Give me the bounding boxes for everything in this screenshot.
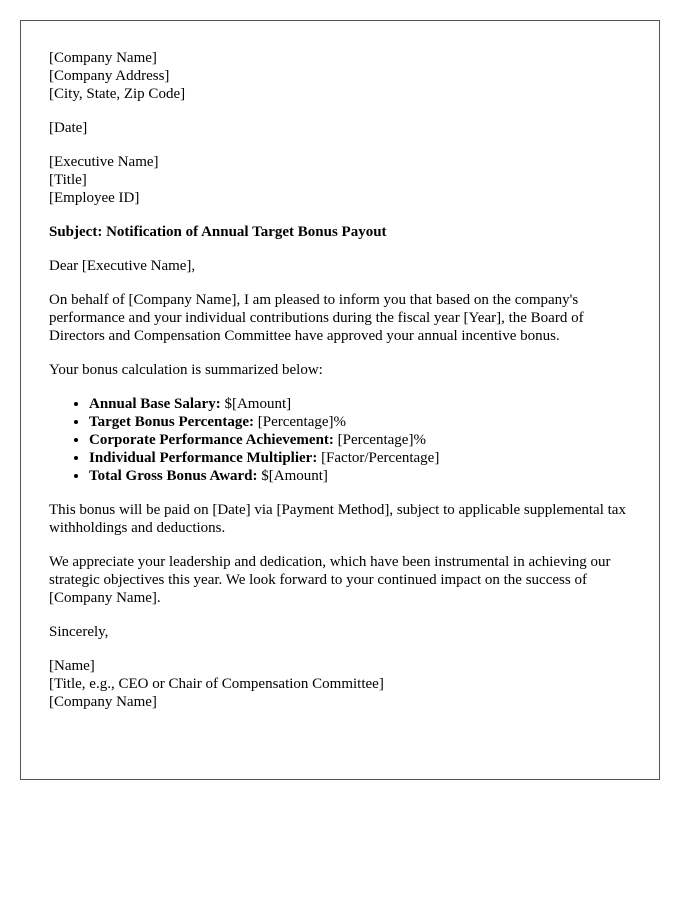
recipient-name: [Executive Name] <box>49 154 159 170</box>
recipient-address <box>49 153 631 207</box>
bonus-summary-list <box>49 395 631 485</box>
sender-company-name: [Company Name] <box>49 50 157 66</box>
bonus-item-term: Annual Base Salary: <box>89 396 221 412</box>
sender-company-address: [Company Address] <box>49 68 170 84</box>
bonus-item-value: $[Amount] <box>257 468 328 484</box>
list-item <box>89 449 631 467</box>
letter-date <box>49 119 631 137</box>
body-paragraph-2: Your bonus calculation is summarized below: <box>49 362 323 378</box>
sender-city-state-zip: [City, State, Zip Code] <box>49 86 186 102</box>
bonus-item-value: [Percentage]% <box>253 414 347 430</box>
list-item <box>89 467 631 485</box>
body-paragraph-3: This bonus will be paid on [Date] via [Payment Method], subject to applicable supplemental tax withholdings and deductions. <box>49 502 626 536</box>
list-item <box>89 413 631 431</box>
list-item <box>89 431 631 449</box>
bonus-item-value: [Factor/Percentage] <box>317 450 440 466</box>
sender-address <box>49 49 631 103</box>
signer-company: [Company Name] <box>49 694 157 710</box>
list-item <box>89 395 631 413</box>
bonus-item-value: [Percentage]% <box>333 432 426 448</box>
closing: Sincerely, <box>49 624 109 640</box>
signature-block <box>49 657 631 711</box>
recipient-title: [Title] <box>49 172 87 188</box>
salutation: Dear [Executive Name], <box>49 258 196 274</box>
bonus-item-term: Total Gross Bonus Award: <box>89 468 258 484</box>
bonus-item-value: $[Amount] <box>220 396 292 412</box>
signer-title: [Title, e.g., CEO or Chair of Compensation Committee] <box>49 676 384 692</box>
body-paragraph-1: On behalf of [Company Name], I am pleased to inform you that based on the company's performance and your individual contributions during the fiscal year [Year], the Board of Directors and Compensation Committee have approved your annual incentive bonus. <box>49 292 584 344</box>
subject-line: Subject: Notification of Annual Target Bonus Payout <box>49 224 387 240</box>
letter-page <box>20 20 660 780</box>
bonus-item-term: Target Bonus Percentage: <box>89 414 254 430</box>
date-text: [Date] <box>49 120 88 136</box>
signer-name: [Name] <box>49 658 95 674</box>
recipient-employee-id: [Employee ID] <box>49 190 140 206</box>
bonus-item-term: Corporate Performance Achievement: <box>89 432 334 448</box>
body-paragraph-4: We appreciate your leadership and dedication, which have been instrumental in achieving our strategic objectives this year. We look forward to your continued impact on the success of [Company Name]. <box>49 554 611 606</box>
bonus-item-term: Individual Performance Multiplier: <box>89 450 318 466</box>
